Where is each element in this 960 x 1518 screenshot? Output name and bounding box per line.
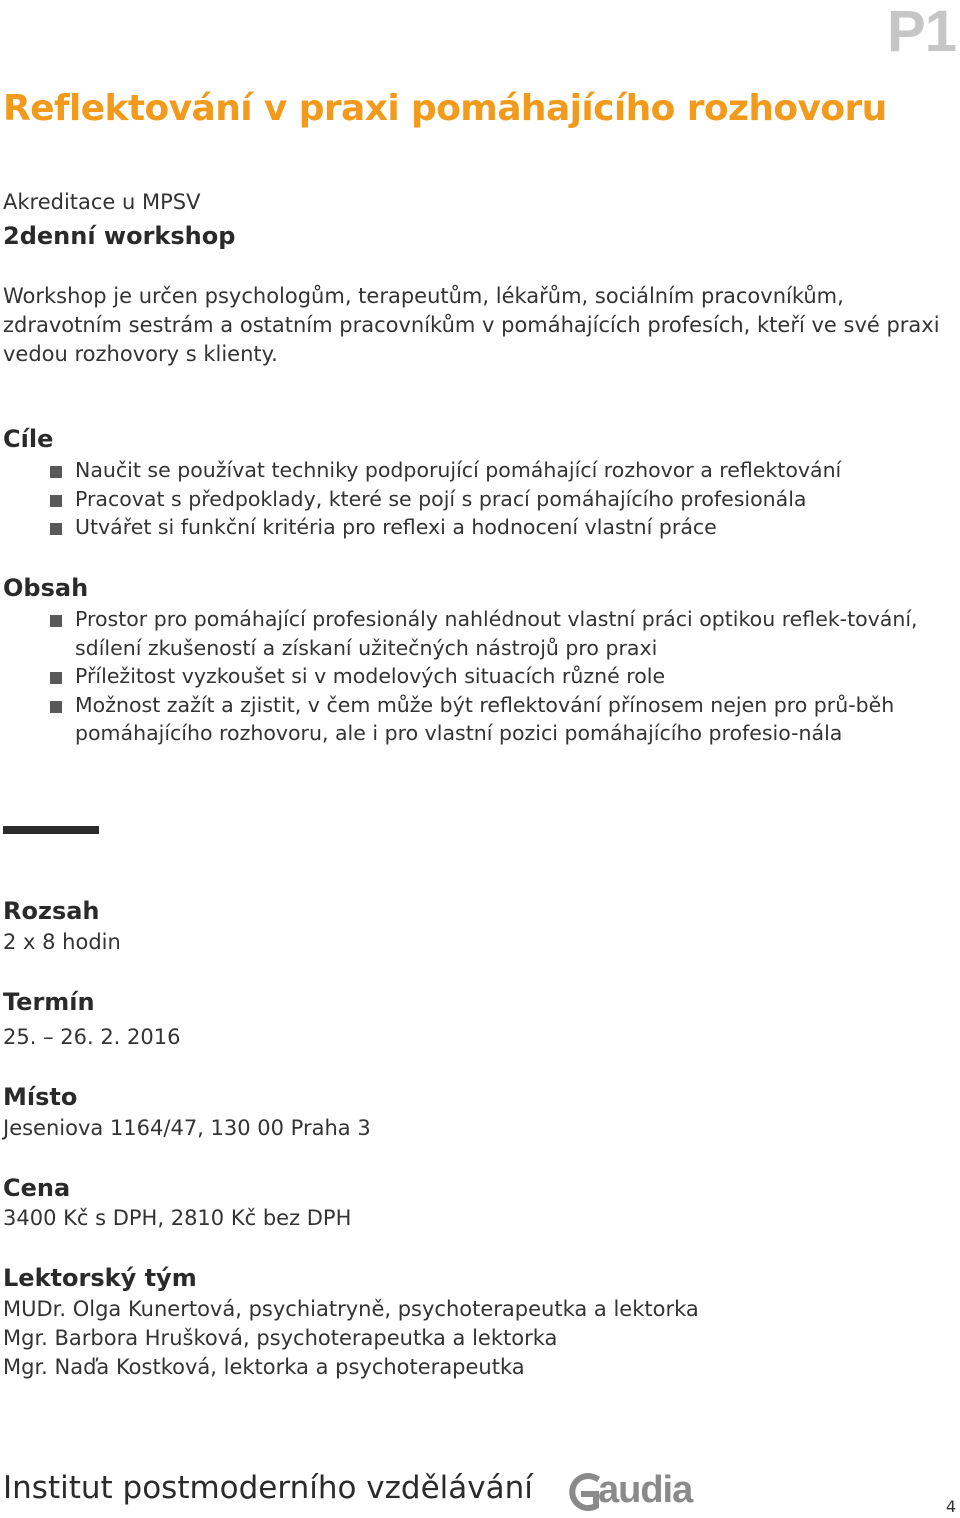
team-heading: Lektorský tým [3, 1264, 197, 1292]
square-bullet-icon [50, 615, 62, 627]
place-value: Jeseniova 1164/47, 130 00 Praha 3 [3, 1116, 371, 1140]
lecturer-item: Mgr. Naďa Kostková, lektorka a psychoterapeutka [3, 1355, 525, 1379]
square-bullet-icon [50, 672, 62, 684]
square-bullet-icon [50, 495, 62, 507]
section-divider [3, 826, 99, 834]
page-number: 4 [945, 1497, 956, 1516]
page-title: Reflektování v praxi pomáhajícího rozhovoru [3, 88, 887, 129]
list-item: Pracovat s předpoklady, které se pojí s prací pomáhajícího profesionála [50, 485, 958, 514]
logo-text: audia [598, 1469, 693, 1511]
square-bullet-icon [50, 523, 62, 535]
lecturer-item: MUDr. Olga Kunertová, psychiatryně, psychoterapeutka a lektorka [3, 1297, 699, 1321]
list-item: Možnost zažít a zjistit, v čem může být reflektování přínosem nejen pro prů-běh pomáhajícího rozhovoru, ale i pro vlastní pozici pomáhajícího profesio-nála [50, 691, 958, 748]
goals-heading: Cíle [3, 425, 54, 453]
section-code: P1 [887, 0, 956, 64]
gaudia-logo-icon [560, 1466, 710, 1518]
institute-name: Institut postmoderního vzdělávání [3, 1470, 533, 1506]
square-bullet-icon [50, 466, 62, 478]
content-heading: Obsah [3, 574, 89, 602]
accreditation-text: Akreditace u MPSV [3, 190, 201, 214]
square-bullet-icon [50, 701, 62, 713]
content-list [50, 605, 958, 748]
lecturer-list [3, 1295, 699, 1382]
list-item: Naučit se používat techniky podporující pomáhající rozhovor a reflektování [50, 456, 958, 485]
price-heading: Cena [3, 1174, 71, 1202]
list-item: Příležitost vyzkoušet si v modelových situacích různé role [50, 662, 958, 691]
list-item: Utvářet si funkční kritéria pro reflexi a hodnocení vlastní práce [50, 513, 958, 542]
list-item: Prostor pro pomáhající profesionály nahlédnout vlastní práci optikou reflek-tování, sdílení zkušeností a získaní užitečných nástrojů pro praxi [50, 605, 958, 662]
price-value: 3400 Kč s DPH, 2810 Kč bez DPH [3, 1206, 352, 1230]
date-value: 25. – 26. 2. 2016 [3, 1025, 181, 1049]
place-heading: Místo [3, 1083, 78, 1111]
workshop-type: 2denní workshop [3, 222, 236, 250]
scope-value: 2 x 8 hodin [3, 930, 121, 954]
goals-list [50, 456, 958, 542]
intro-paragraph: Workshop je určen psychologům, terapeutům, lékařům, sociálním pracovníkům, zdravotním sestrám a ostatním pracovníkům v pomáhajících profesích, kteří ve své praxi vedou rozhovory s klienty. [3, 284, 940, 366]
lecturer-item: Mgr. Barbora Hrušková, psychoterapeutka a lektorka [3, 1326, 558, 1350]
date-heading: Termín [3, 988, 95, 1016]
scope-heading: Rozsah [3, 897, 100, 925]
